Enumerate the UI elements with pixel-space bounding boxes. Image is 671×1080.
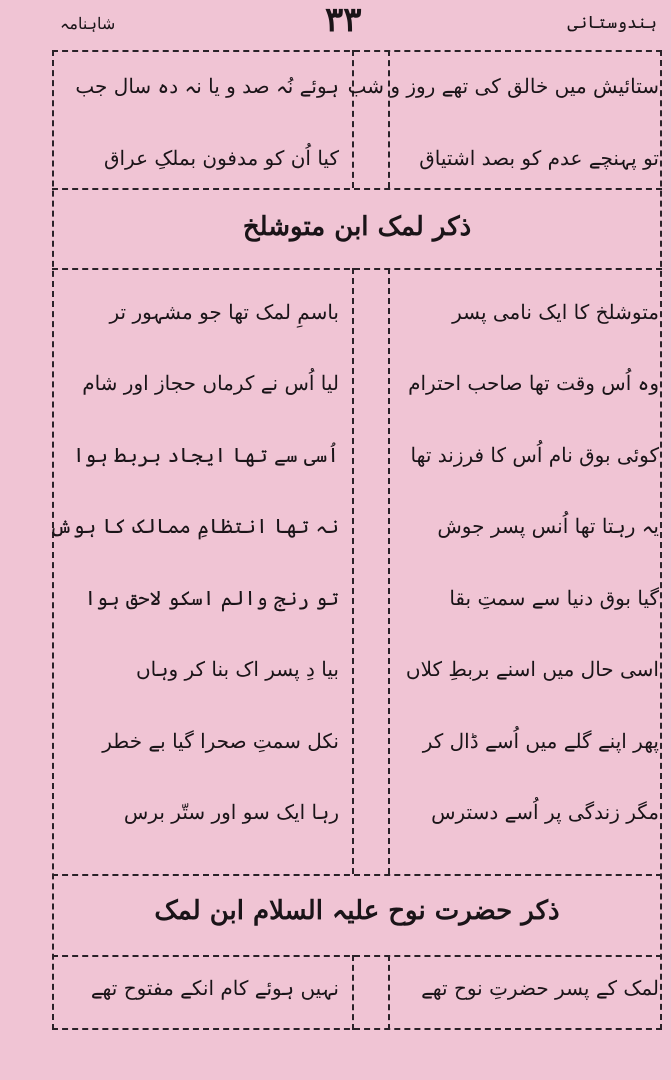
rule — [52, 188, 662, 190]
verse-left: باسمِ لمک تھا جو مشہور تر — [109, 300, 339, 324]
verse-right: متوشلخ کا ایک نامی پسر — [452, 300, 659, 324]
column-rule — [352, 50, 354, 188]
verse-left: اُسی سے تھا ایجاد بربط ہوا — [72, 443, 339, 467]
verse-right: لمک کے پسر حضرتِ نوح تھے — [421, 976, 659, 1000]
verse-right: تو پہنچے عدم کو بصد اشتیاق — [419, 146, 659, 170]
rule — [52, 874, 662, 876]
verse-left: کیا اُن کو مدفون بملکِ عراق — [103, 146, 339, 170]
verse-right: مگر زندگی پر اُسے دسترس — [431, 800, 659, 824]
column-rule — [388, 268, 390, 874]
verse-left: نہ تھا انتظامِ ممالک کا ہوش — [49, 514, 339, 538]
page-header — [0, 0, 671, 50]
verse-left: نہیں ہوئے کام انکے مفتوح تھے — [90, 976, 339, 1000]
verse-right: وہ اُس وقت تھا صاحب احترام — [408, 371, 659, 395]
page-number: ۳۳ — [325, 0, 362, 40]
column-rule — [352, 955, 354, 1030]
running-head-left: شاہنامہ — [60, 14, 116, 33]
section-heading: ذکر لمک ابن متوشلخ — [242, 212, 472, 242]
section-heading: ذکر حضرت نوح علیہ السلام ابن لمک — [154, 896, 560, 926]
verse-right: ستائیش میں خالق کی تھے روز و شب — [347, 74, 659, 98]
verse-right: گیا بوق دنیا سے سمتِ بقا — [449, 586, 659, 610]
verse-right: یہ رہتا تھا اُنس پسر جوش — [437, 514, 659, 538]
column-rule — [352, 268, 354, 874]
column-rule — [388, 955, 390, 1030]
verse-right: کوئی بوق نام اُس کا فرزند تھا — [410, 443, 659, 467]
verse-left: رہا ایک سو اور ستّر برس — [123, 800, 339, 824]
verse-left: نکل سمتِ صحرا گیا بے خطر — [102, 729, 339, 753]
running-head-right: ہندوستانی — [567, 13, 657, 33]
rule — [52, 268, 662, 270]
page-frame — [52, 50, 662, 1030]
rule — [52, 955, 662, 957]
verse-right: پھر اپنے گلے میں اُسے ڈال کر — [422, 729, 659, 753]
verse-left: بیا دِ پسر اک بنا کر وہاں — [135, 657, 339, 681]
verse-left: تو رنج والم اسکو لاحق ہوا — [84, 586, 339, 610]
column-rule — [388, 50, 390, 188]
verse-right: اسی حال میں اسنے بربطِ کلاں — [405, 657, 659, 681]
verse-left: ہوئے نُہ صد و یا نہ دہ سال جب — [75, 74, 339, 98]
verse-left: لیا اُس نے کرماں حجاز اور شام — [82, 371, 339, 395]
